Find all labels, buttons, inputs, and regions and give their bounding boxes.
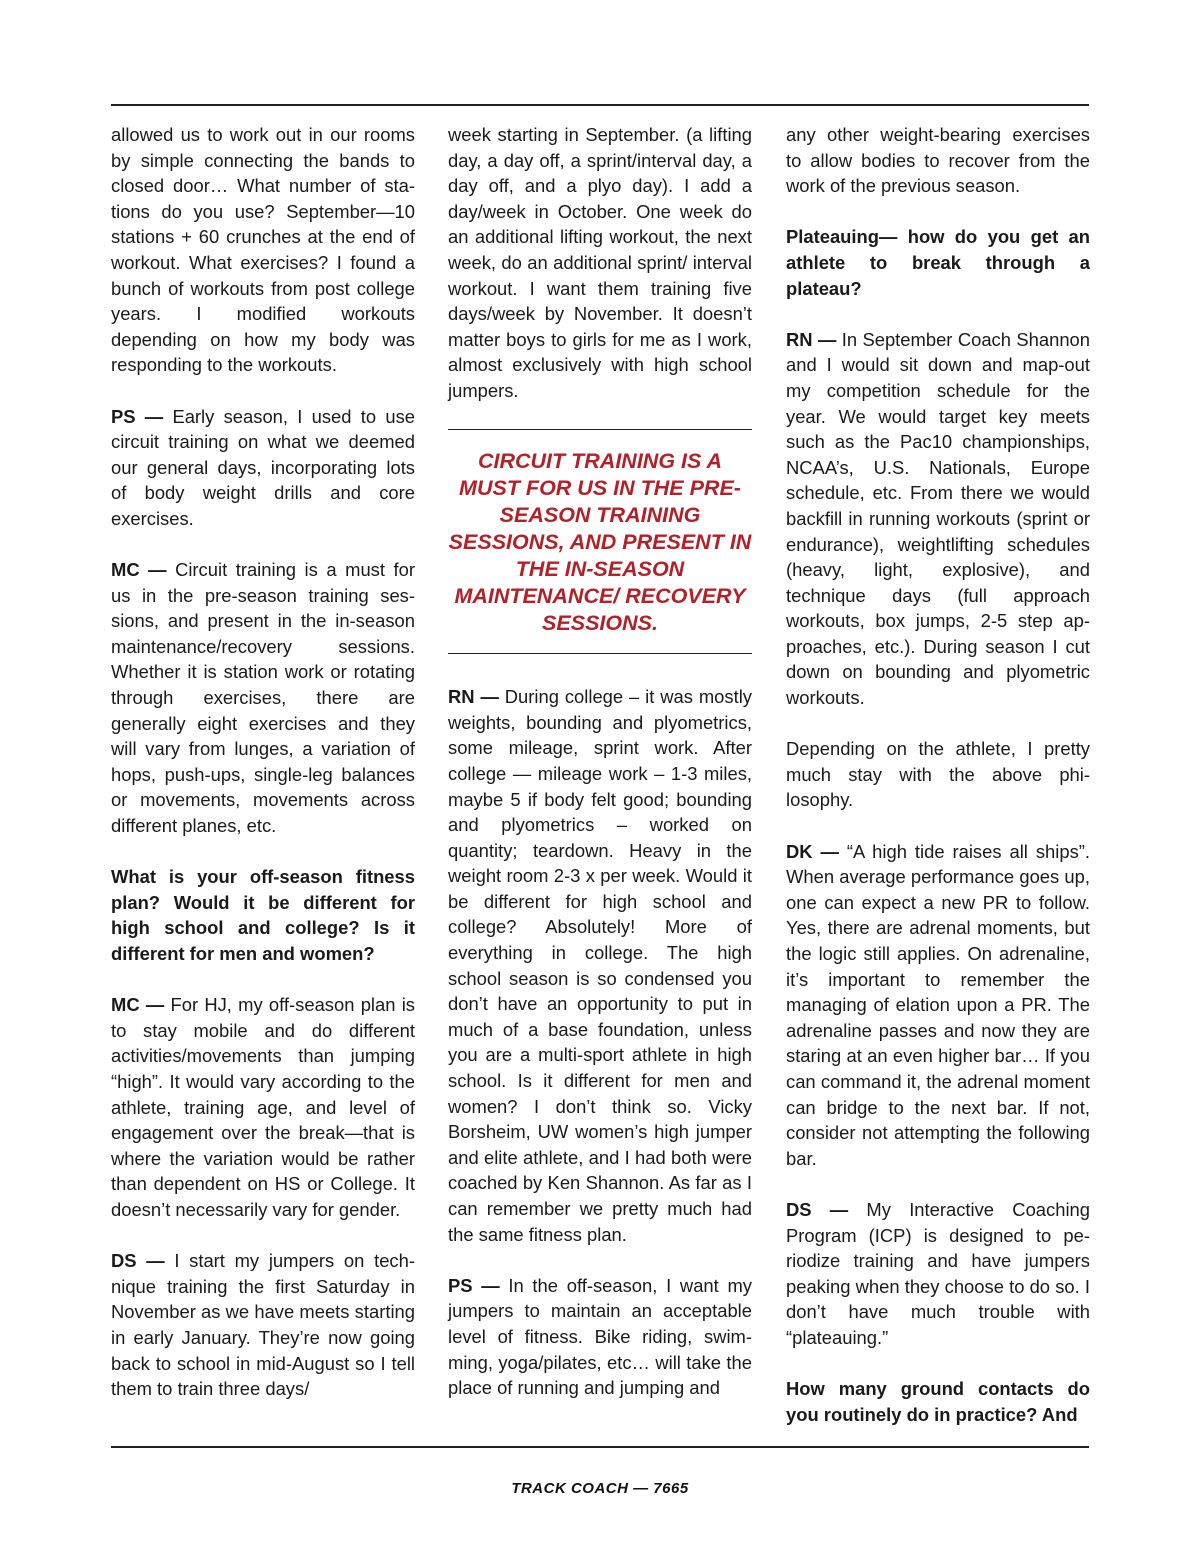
paragraph-text: I start my jumpers on technique training the first Saturday in November as we have meets starting in early January. They’re now going back to school in mid-August so I tell them to train three days/ — [111, 1250, 415, 1400]
speaker-label: DS — — [786, 1198, 849, 1220]
paragraph — [111, 992, 415, 1222]
question-heading: How many ground contacts do you routinely do in practice? And — [786, 1378, 1090, 1425]
bottom-rule — [111, 1446, 1089, 1448]
paragraph-text: Circuit training is a must for us in the pre-season training sessions, and present in the in-season maintenance/recovery sessions. Whether it is station work or rotating through exercises, there are generally eight exercises and they will vary from lunges, a variation of hops, push-ups, single-leg balances or movements, movements across different planes, etc. — [111, 559, 415, 837]
paragraph — [786, 1197, 1090, 1351]
paragraph — [786, 839, 1090, 1172]
paragraph: allowed us to work out in our rooms by simple connecting the bands to closed door… What number of stations do you use? September—10 stations + 60 crunches at the end of workout. What exercises? I found a bunch of workouts from post college years. I modified workouts depending on how my body was responding to the workouts. — [111, 124, 415, 376]
paragraph — [111, 404, 415, 532]
top-rule — [111, 104, 1089, 106]
column-1 — [111, 122, 415, 1427]
paragraph-text: “A high tide raises all ships”. When average performance goes up, one can expect a new PR to follow. Yes, there are adrenal moments, but the logic still applies. On adrenaline, it’s important to remember the managing of elation upon a PR. The adrenaline passes and now they are staring at an even higher bar… If you can command it, the adrenal moment can bridge to the next bar. If not, consider not attempting the following bar. — [786, 840, 1091, 1169]
paragraph-text: My Interactive Coaching Program (ICP) is designed to periodize training and have jumpers peaking when they choose to do so. I don’t have much trouble with “plateauing.” — [786, 1198, 1090, 1348]
speaker-label: PS — — [448, 1274, 500, 1296]
paragraph-text: In the off-season, I want my jumpers to maintain an acceptable level of fitness. Bike riding, swimming, yoga/pilates, etc… will take the place of running and jumping and — [448, 1274, 752, 1399]
speaker-label: DK — — [786, 840, 839, 862]
column-2 — [448, 122, 752, 1426]
speaker-label: RN — — [448, 686, 499, 708]
paragraph: Depending on the athlete, I pretty much stay with the above philosophy. — [786, 738, 1090, 811]
paragraph — [111, 557, 415, 839]
paragraph — [448, 1273, 752, 1401]
paragraph — [111, 1248, 415, 1402]
paragraph: week starting in September. (a lifting day, a day off, a sprint/interval day, a day off, and a plyo day). I add a day/week in October. One week do an additional lifting workout, the next week, do an additional sprint/ interval workout. I want them training five days/week by November. It doesn’t matter boys to girls for me as I work, almost exclusively with high school jumpers. — [448, 124, 752, 401]
column-3 — [786, 122, 1090, 1453]
paragraph — [786, 327, 1090, 711]
speaker-label: MC — — [111, 994, 165, 1016]
paragraph — [448, 684, 752, 1247]
speaker-label: MC — — [111, 559, 167, 581]
speaker-label: RN — — [786, 328, 837, 350]
paragraph-text: In September Coach Shannon and I would sit down and map-out my competition schedule for the year. We would target key meets such as the Pac10 championships, NCAA’s, U.S. Nationals, Europe schedule, etc. From there we would backfill in running workouts (sprint or endurance), weightlifting schedules (heavy, light, explosive), and technique days (full approach workouts, box jumps, 2-5 step approaches, etc.). During season I cut down on bounding and plyometric workouts. — [786, 328, 1090, 709]
question-heading: Plateauing— how do you get an athlete to break through a plateau? — [786, 226, 1090, 299]
pull-quote: CIRCUIT TRAINING IS A MUST FOR US IN THE PRE-SEASON TRAINING SESSIONS, AND PRESENT IN THE IN-SEASON MAINTENANCE/ RECOVERY SESSIONS. — [448, 429, 752, 654]
question-heading: What is your off-season fitness plan? Would it be different for high school and college? Is it different for men and women? — [111, 866, 415, 964]
paragraph-text: For HJ, my off-season plan is to stay mobile and do different activities/movements than jumping “high”. It would vary according to the athlete, training age, and level of engagement over the break—that is where the variation would be rather than dependent on HS or College. It doesn’t necessarily vary for gender. — [111, 994, 416, 1220]
speaker-label: PS — — [111, 405, 164, 427]
speaker-label: DS — — [111, 1250, 165, 1272]
paragraph-text: Early season, I used to use circuit training on what we deemed our general days, incorporating lots of body weight drills and core exercises. — [111, 405, 415, 529]
paragraph: any other weight-bearing exercises to allow bodies to recover from the work of the previous season. — [786, 124, 1090, 197]
page-footer: TRACK COACH — 7665 — [511, 1480, 689, 1497]
paragraph-text: During college – it was mostly weights, bounding and plyometrics, some mileage, sprint work. After college — mileage work – 1-3 miles, maybe 5 if body felt good; bounding and plyometrics – worked on quantity; teardown. Heavy in the weight room 2-3 x per week. Would it be different for high school and college? Absolutely! More of everything in college. The high school season is so condensed you don’t have an opportunity to put in much of a base foundation, unless you are a multi-sport athlete in high school. Is it different for men and women? I don’t think so. Vicky Borsheim, UW women’s high jumper and elite athlete, and I had both were coached by Ken Shannon. As far as I can remember we pretty much had the same fitness plan. — [448, 686, 752, 1245]
